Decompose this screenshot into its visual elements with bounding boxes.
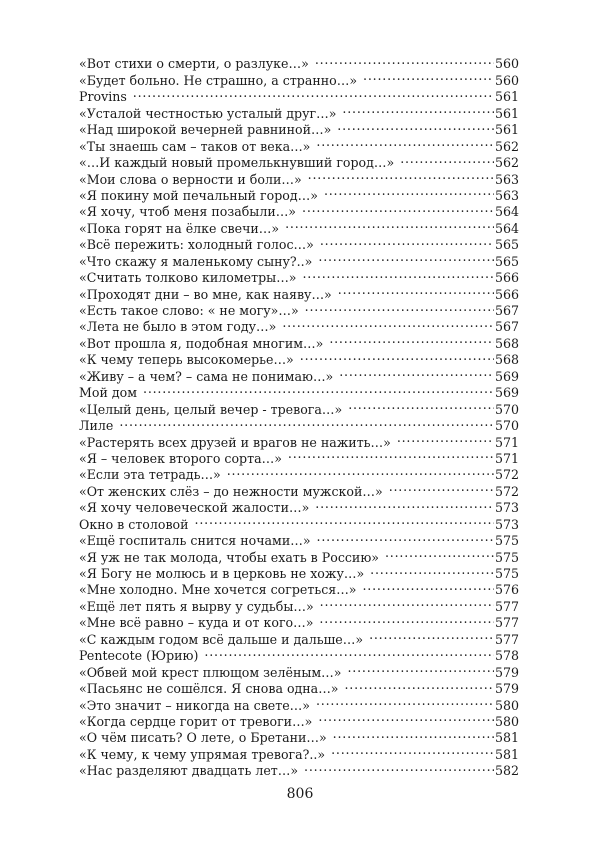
toc-entry-page: 560 — [494, 72, 519, 88]
dot-leader — [300, 348, 494, 364]
toc-entry-page: 573 — [494, 500, 519, 516]
toc-entry-title: «От женских слёз – до нежности мужской…» — [79, 483, 383, 499]
toc-entry-page: 562 — [494, 155, 519, 171]
toc-entry — [79, 397, 519, 417]
toc-entry-title: Provins — [79, 89, 127, 105]
toc-entry-page: 575 — [494, 549, 519, 565]
toc-entry-page: 577 — [494, 615, 519, 631]
toc-entry-page: 562 — [494, 138, 519, 154]
toc-entry-page: 582 — [494, 763, 519, 779]
toc-entry-title: «Над широкой вечерней равниной…» — [79, 122, 332, 138]
toc-entry-page: 577 — [494, 631, 519, 647]
toc-entry — [79, 101, 519, 121]
toc-entry-page: 571 — [494, 450, 519, 466]
toc-entry-title: «Что скажу я маленькому сыну?..» — [79, 253, 313, 269]
toc-entry-page: 575 — [494, 533, 519, 549]
dot-leader — [316, 134, 494, 150]
toc-entry-title: «Ещё лет пять я вырву у судьбы…» — [79, 598, 314, 614]
toc-entry-title: «Нас разделяют двадцать лет…» — [79, 763, 299, 779]
dot-leader — [337, 118, 494, 134]
toc-entry-page: 569 — [494, 368, 519, 384]
toc-entry-title: «Живу – а чем? – сама не понимаю…» — [79, 368, 334, 384]
toc-entry-page: 566 — [494, 286, 519, 302]
toc-entry — [79, 430, 519, 450]
dot-leader — [195, 512, 494, 528]
dot-leader — [288, 447, 494, 463]
dot-leader — [319, 611, 494, 627]
table-of-contents — [79, 52, 519, 779]
dot-leader — [363, 68, 494, 84]
dot-leader — [317, 529, 494, 545]
toc-entry-title: «Я – человек второго сорта…» — [79, 450, 282, 466]
toc-entry-page: 572 — [494, 467, 519, 483]
toc-entry-title: «Я хочу человеческой жалости…» — [79, 500, 310, 516]
toc-entry — [79, 85, 519, 105]
dot-leader — [342, 101, 494, 117]
toc-entry — [79, 52, 519, 72]
dot-leader — [339, 364, 494, 380]
toc-entry-title: «Ты знаешь сам – таков от века…» — [79, 138, 311, 154]
toc-entry — [79, 381, 519, 401]
toc-entry-title: «К чему теперь высокомерье…» — [79, 352, 294, 368]
toc-entry-title: «Если эта тетрадь…» — [79, 467, 221, 483]
dot-leader — [348, 397, 494, 413]
toc-entry-title: «…И каждый новый промелькнувший город…» — [79, 155, 395, 171]
toc-entry-title: Окно в столовой — [79, 516, 189, 532]
toc-entry-page: 563 — [494, 187, 519, 203]
toc-entry-title: «Я хочу, чтоб меня позабыли…» — [79, 204, 297, 220]
dot-leader — [143, 381, 494, 397]
toc-entry-page: 564 — [494, 204, 519, 220]
toc-entry-page: 560 — [494, 56, 519, 72]
dot-leader — [315, 496, 494, 512]
toc-entry-page: 565 — [494, 253, 519, 269]
toc-entry-page: 576 — [494, 582, 519, 598]
toc-entry-page: 579 — [494, 664, 519, 680]
dot-leader — [331, 742, 494, 758]
dot-leader — [397, 430, 494, 446]
dot-leader — [308, 167, 494, 183]
toc-entry-page: 567 — [494, 303, 519, 318]
dot-leader — [347, 660, 493, 676]
toc-entry-title: «Ещё госпиталь снится ночами…» — [79, 533, 311, 549]
dot-leader — [318, 249, 494, 265]
dot-leader — [304, 759, 494, 775]
toc-entry-page: 581 — [494, 730, 519, 746]
dot-leader — [133, 85, 494, 101]
toc-entry-page: 577 — [494, 598, 519, 614]
dot-leader — [320, 594, 494, 610]
toc-entry-title: «Мне всё равно – куда и от кого…» — [79, 615, 314, 631]
toc-entry-title: «С каждым годом всё дальше и дальше…» — [79, 631, 364, 647]
dot-leader — [285, 216, 494, 232]
toc-entry-title: «Есть такое слово: « не могу»…» — [79, 303, 299, 318]
toc-entry-page: 569 — [494, 385, 519, 401]
dot-leader — [305, 299, 494, 315]
toc-entry-page: 561 — [494, 105, 519, 121]
toc-entry-title: Pentecote (Юрию) — [79, 648, 199, 664]
toc-entry-title: «Пасьянс не сошёлся. Я снова одна…» — [79, 681, 339, 697]
page-number: 806 — [286, 786, 314, 802]
toc-entry-page: 566 — [494, 270, 519, 286]
dot-leader — [363, 578, 494, 594]
toc-entry-page: 561 — [494, 89, 519, 105]
dot-leader — [345, 677, 494, 693]
toc-entry-page: 567 — [494, 319, 519, 335]
dot-leader — [400, 151, 494, 167]
toc-entry-title: «Пока горят на ёлке свечи…» — [79, 220, 280, 236]
toc-entry — [79, 414, 519, 434]
toc-entry-page: 570 — [494, 418, 519, 434]
dot-leader — [329, 331, 494, 347]
toc-entry-title: «Усталой честностью усталый друг…» — [79, 105, 337, 121]
toc-entry-title: «К чему, к чему упрямая тревога?..» — [79, 746, 326, 762]
dot-leader — [315, 52, 494, 68]
dot-leader — [282, 315, 494, 331]
toc-entry-page: 579 — [494, 681, 519, 697]
toc-entry-page: 561 — [494, 122, 519, 138]
toc-entry-page: 572 — [494, 483, 519, 499]
dot-leader — [227, 463, 494, 479]
toc-entry-page: 565 — [494, 237, 519, 253]
toc-entry-title: «Мне холодно. Мне хочется согреться…» — [79, 582, 357, 598]
dot-leader — [385, 545, 494, 561]
toc-entry-title: «Обвей мой крест плющом зелёным…» — [79, 664, 342, 680]
toc-entry-title: Лиле — [79, 418, 114, 434]
toc-entry-title: «Мои слова о верности и боли…» — [79, 171, 302, 187]
toc-entry-page: 570 — [494, 401, 519, 417]
toc-entry-title: «Всё пережить: холодный голос…» — [79, 237, 314, 253]
toc-entry-page: 580 — [494, 713, 519, 729]
dot-leader — [324, 184, 494, 200]
dot-leader — [320, 233, 494, 249]
dot-leader — [333, 726, 494, 742]
toc-entry-title: «Вот стихи о смерти, о разлуке…» — [79, 56, 309, 72]
toc-entry-page: 571 — [494, 434, 519, 450]
toc-entry-page: 578 — [494, 648, 519, 664]
toc-entry-page: 563 — [494, 171, 519, 187]
toc-entry-page: 575 — [494, 566, 519, 581]
toc-entry-title: «Вот прошла я, подобная многим…» — [79, 335, 324, 351]
toc-entry-title: Мой дом — [79, 385, 138, 401]
dot-leader — [370, 562, 494, 578]
toc-entry-title: «Считать толково километры…» — [79, 270, 297, 286]
toc-entry-page: 581 — [494, 746, 519, 762]
toc-entry-title: «Проходят дни – во мне, как наяву…» — [79, 286, 332, 302]
toc-entry-title: «Я покину мой печальный город…» — [79, 187, 318, 203]
dot-leader — [303, 266, 494, 282]
dot-leader — [369, 627, 494, 643]
toc-entry-page: 573 — [494, 516, 519, 532]
toc-entry-title: «Я Богу не молюсь и в церковь не хожу…» — [79, 566, 365, 581]
toc-entry-page: 568 — [494, 352, 519, 368]
dot-leader — [318, 710, 494, 726]
toc-entry-page: 580 — [494, 697, 519, 713]
toc-entry-title: «Я уж не так молода, чтобы ехать в Россию» — [79, 549, 379, 565]
dot-leader — [316, 693, 494, 709]
dot-leader — [204, 644, 494, 660]
toc-entry-page: 568 — [494, 335, 519, 351]
toc-entry-title: «О чём писать? О лете, о Бретани…» — [79, 730, 327, 746]
toc-entry-title: «Растерять всех друзей и врагов не нажить…» — [79, 434, 391, 450]
toc-entry-title: «Когда сердце горит от тревоги…» — [79, 713, 313, 729]
toc-entry-title: «Лета не было в этом году…» — [79, 319, 277, 335]
dot-leader — [302, 200, 494, 216]
dot-leader — [338, 282, 494, 298]
toc-entry-page: 564 — [494, 220, 519, 236]
toc-entry-title: «Будет больно. Не страшно, а странно…» — [79, 72, 358, 88]
dot-leader — [119, 414, 494, 430]
toc-entry-title: «Целый день, целый вечер - тревога…» — [79, 401, 343, 417]
toc-entry-title: «Это значит – никогда на свете…» — [79, 697, 310, 713]
dot-leader — [389, 479, 494, 495]
